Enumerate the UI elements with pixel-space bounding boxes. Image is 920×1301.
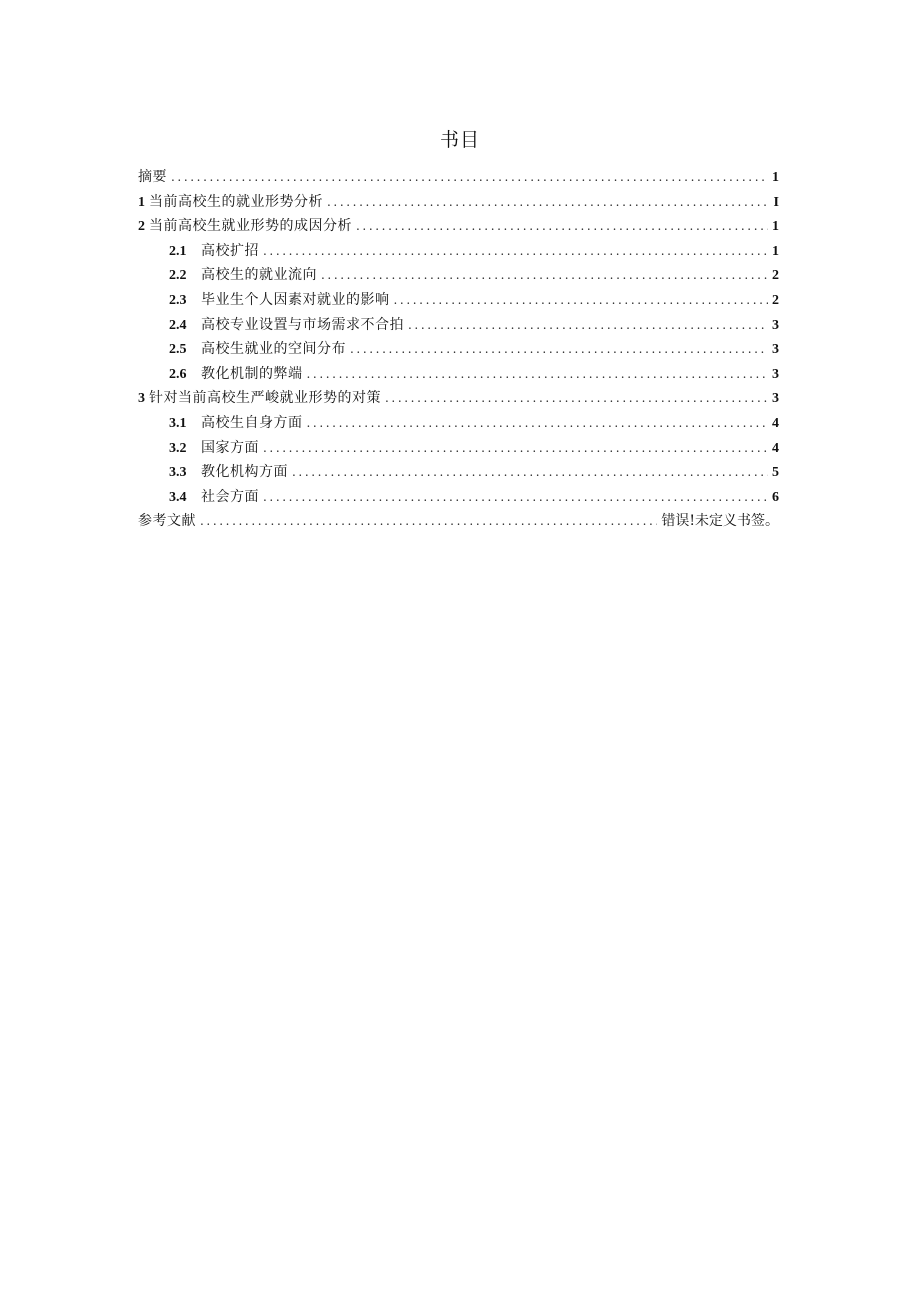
toc-entry-number: 2.4: [169, 317, 187, 333]
toc-entry-text: 参考文献: [138, 513, 196, 530]
toc-entry-number: 3.2: [169, 440, 187, 456]
toc-entry-text: 教化机制的弊端: [201, 365, 303, 382]
toc-entry-text: 摘要: [138, 169, 167, 185]
toc-entry-text: 当前高校生就业形势的成因分析: [149, 218, 352, 235]
toc-entry-2-2[interactable]: [138, 264, 779, 289]
toc-page-number: 3: [772, 342, 779, 358]
toc-entry-3-4[interactable]: [138, 486, 779, 511]
toc-entry-number: 3.3: [169, 465, 187, 481]
dot-leader: [394, 293, 769, 307]
toc-entry-text: 高校专业设置与市场需求不合拍: [201, 316, 404, 333]
toc-entry-3-3[interactable]: [138, 461, 779, 486]
toc-entry-text: 针对当前高校生严峻就业形势的对策: [149, 390, 381, 407]
toc-entry-text: 当前高校生的就业形势分析: [149, 193, 323, 210]
toc-entry-number: 2.5: [169, 342, 187, 358]
dot-leader: [307, 416, 769, 430]
toc-entry-2-5[interactable]: [138, 338, 779, 363]
toc-entry-text: 社会方面: [201, 488, 259, 505]
toc-page-number: 1: [772, 219, 779, 235]
toc-page-number: 4: [772, 440, 779, 456]
toc-entry-number: 3.4: [169, 489, 187, 505]
toc-entry-2-1[interactable]: [138, 240, 779, 265]
toc-entry-text: 毕业生个人因素对就业的影响: [201, 291, 390, 308]
toc-entry-number: 2.2: [169, 268, 187, 284]
dot-leader: [327, 195, 770, 209]
toc-entry-3-2[interactable]: [138, 437, 779, 462]
dot-leader: [385, 391, 768, 405]
dot-leader: [263, 441, 768, 455]
toc-entry-number: 2.3: [169, 292, 187, 308]
dot-leader: [350, 342, 768, 356]
toc-entry-abstract[interactable]: [138, 166, 779, 191]
toc-entry-3[interactable]: [138, 387, 779, 412]
toc-page-number: 1: [772, 170, 779, 185]
toc-entry-text: 教化机构方面: [201, 464, 288, 481]
dot-leader: [307, 367, 769, 381]
toc-entry-2-3[interactable]: [138, 289, 779, 314]
toc-entry-2-6[interactable]: [138, 363, 779, 388]
toc-entry-text: 高校生的就业流向: [201, 267, 317, 284]
dot-leader: [171, 170, 768, 184]
toc-page-number: 4: [772, 415, 779, 431]
toc-entry-number: 3.1: [169, 415, 187, 431]
toc-page-number: 2: [772, 292, 779, 308]
toc-page-number: 3: [772, 317, 779, 333]
dot-leader: [200, 514, 657, 528]
toc-page-number: 3: [772, 391, 779, 407]
toc-page-number: 3: [772, 366, 779, 382]
toc-entry-number: 2.6: [169, 366, 187, 382]
page-title: 书目: [439, 129, 480, 151]
toc-entry-number: 2.1: [169, 243, 187, 259]
toc-entry-text: 国家方面: [201, 439, 259, 456]
toc-entry-number: 1: [138, 194, 145, 210]
toc-entry-text: 高校扩招: [201, 242, 259, 259]
toc-page-number: I: [773, 194, 779, 210]
toc-entry-2[interactable]: [138, 215, 779, 240]
toc-bookmark-error: 错误!未定义书签。: [661, 513, 779, 530]
dot-leader: [321, 268, 768, 282]
toc-page-number: 1: [772, 243, 779, 259]
dot-leader: [263, 490, 768, 504]
toc-entry-1[interactable]: [138, 191, 779, 216]
toc-entry-number: 3: [138, 391, 145, 407]
toc-entry-references[interactable]: [138, 510, 779, 535]
dot-leader: [292, 465, 768, 479]
toc-entry-text: 高校生自身方面: [201, 414, 303, 431]
toc-entry-3-1[interactable]: [138, 412, 779, 437]
toc-page-number: 5: [772, 465, 779, 481]
toc-entry-2-4[interactable]: [138, 314, 779, 339]
table-of-contents: [138, 166, 779, 535]
toc-page-number: 6: [772, 489, 779, 505]
dot-leader: [356, 219, 768, 233]
dot-leader: [263, 244, 768, 258]
toc-entry-text: 高校生就业的空间分布: [201, 341, 346, 358]
toc-entry-number: 2: [138, 219, 145, 235]
toc-page-number: 2: [772, 268, 779, 284]
dot-leader: [408, 318, 768, 332]
